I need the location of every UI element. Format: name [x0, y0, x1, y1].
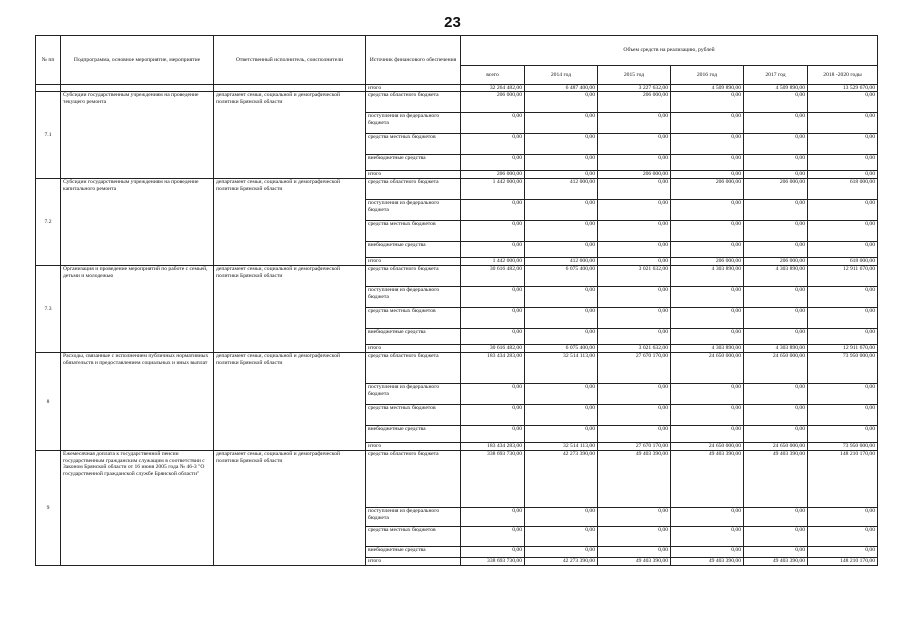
value-cell: 73 950 000,00	[808, 443, 878, 451]
header-volume: Объем средств на реализацию, рублей	[461, 36, 878, 66]
value-cell: 0,00	[808, 329, 878, 345]
value-cell: 0,00	[808, 221, 878, 242]
value-cell: 0,00	[598, 426, 671, 443]
value-cell: 0,00	[808, 134, 878, 155]
value-cell: 0,00	[461, 508, 525, 527]
value-cell: 183 434 283,00	[461, 443, 525, 451]
value-cell: 0,00	[808, 508, 878, 527]
value-cell: 0,00	[598, 384, 671, 405]
value-cell: 0,00	[598, 134, 671, 155]
value-cell: 4 303 890,00	[744, 345, 808, 353]
value-cell: 0,00	[525, 221, 598, 242]
value-cell: 24 650 000,00	[671, 443, 744, 451]
value-cell: 0,00	[744, 329, 808, 345]
executor: департамент семьи, социальной и демографической политики Брянской области	[214, 179, 366, 266]
row-number: 8	[36, 353, 61, 451]
executor: департамент семьи, социальной и демографической политики Брянской области	[214, 451, 366, 566]
value-cell: 0,00	[525, 329, 598, 345]
value-cell: 0,00	[808, 426, 878, 443]
value-cell: 0,00	[671, 171, 744, 179]
value-cell: 618 000,00	[808, 258, 878, 266]
value-cell: 0,00	[598, 508, 671, 527]
value-cell: 0,00	[744, 308, 808, 329]
value-cell: 24 650 000,00	[671, 353, 744, 384]
value-cell: 0,00	[598, 547, 671, 558]
value-cell: 338 693 730,00	[461, 558, 525, 566]
executor: департамент семьи, социальной и демографической политики Брянской области	[214, 353, 366, 451]
value-cell: 0,00	[461, 287, 525, 308]
table-row	[36, 92, 878, 113]
header-year: всего	[461, 66, 525, 85]
value-cell: 49 403 390,00	[744, 558, 808, 566]
program-title: Субсидии государственным учреждениям на проведение капитального ремонта	[61, 179, 214, 266]
value-cell: 0,00	[461, 242, 525, 258]
value-cell: 24 650 000,00	[744, 443, 808, 451]
header-year: 2017 год	[744, 66, 808, 85]
value-cell: 27 670 170,00	[598, 353, 671, 384]
source-cell: средства местных бюджетов	[366, 405, 461, 426]
value-cell: 0,00	[671, 329, 744, 345]
value-cell: 13 529 670,00	[808, 85, 878, 92]
value-cell: 0,00	[671, 308, 744, 329]
executor: департамент семьи, социальной и демографической политики Брянской области	[214, 92, 366, 179]
value-cell: 3 021 632,00	[598, 266, 671, 287]
value-cell: 0,00	[598, 221, 671, 242]
value-cell: 0,00	[525, 113, 598, 134]
value-cell: 0,00	[525, 384, 598, 405]
program-title: Субсидии государственным учреждениям на проведение текущего ремонта	[61, 92, 214, 179]
source-cell: средства местных бюджетов	[366, 308, 461, 329]
source-cell: средства областного бюджета	[366, 179, 461, 200]
value-cell: 0,00	[525, 92, 598, 113]
source-cell: поступления из федерального бюджета	[366, 113, 461, 134]
value-cell: 0,00	[461, 113, 525, 134]
value-cell: 27 670 170,00	[598, 443, 671, 451]
value-cell: 0,00	[808, 287, 878, 308]
value-cell: 183 434 283,00	[461, 353, 525, 384]
row-number: 7.1	[36, 92, 61, 179]
value-cell: 0,00	[744, 547, 808, 558]
value-cell: 3 021 632,00	[598, 345, 671, 353]
source-cell: внебюджетные средства	[366, 155, 461, 171]
value-cell: 0,00	[671, 547, 744, 558]
value-cell: 0,00	[671, 200, 744, 221]
value-cell: 4 303 890,00	[671, 345, 744, 353]
value-cell: 206 000,00	[461, 92, 525, 113]
value-cell: 6 075 400,00	[525, 266, 598, 287]
value-cell: 0,00	[598, 527, 671, 547]
value-cell: 49 403 390,00	[744, 451, 808, 508]
value-cell: 12 911 670,00	[808, 266, 878, 287]
value-cell: 0,00	[525, 242, 598, 258]
value-cell: 0,00	[525, 155, 598, 171]
value-cell: 0,00	[744, 134, 808, 155]
value-cell: 49 403 390,00	[598, 558, 671, 566]
value-cell: 0,00	[461, 426, 525, 443]
value-cell: 30 616 482,00	[461, 266, 525, 287]
header-program: Подпрограмма, основное мероприятие, мероприятие	[61, 36, 214, 85]
value-cell: 4 303 890,00	[671, 266, 744, 287]
value-cell: 0,00	[598, 329, 671, 345]
value-cell: 0,00	[461, 221, 525, 242]
source-cell: внебюджетные средства	[366, 242, 461, 258]
value-cell: 0,00	[461, 527, 525, 547]
value-cell: 0,00	[671, 113, 744, 134]
source-cell: внебюджетные средства	[366, 426, 461, 443]
value-cell: 0,00	[525, 508, 598, 527]
value-cell: 49 403 390,00	[671, 558, 744, 566]
value-cell: 0,00	[525, 405, 598, 426]
value-cell: 0,00	[744, 155, 808, 171]
value-cell: 0,00	[525, 527, 598, 547]
value-cell: 0,00	[525, 200, 598, 221]
source-cell: итого	[366, 85, 461, 92]
value-cell: 0,00	[744, 171, 808, 179]
source-cell: средства местных бюджетов	[366, 527, 461, 547]
value-cell: 1 442 000,00	[461, 179, 525, 200]
source-cell: итого	[366, 558, 461, 566]
source-cell: поступления из федерального бюджета	[366, 384, 461, 405]
source-cell: поступления из федерального бюджета	[366, 200, 461, 221]
value-cell: 0,00	[525, 547, 598, 558]
value-cell: 0,00	[808, 527, 878, 547]
value-cell: 0,00	[744, 242, 808, 258]
value-cell: 0,00	[598, 155, 671, 171]
program-title: Расходы, связанные с исполнением публичных нормативных обязательств и предоставлением социальных и иных выплат	[61, 353, 214, 451]
value-cell: 1 442 000,00	[461, 258, 525, 266]
value-cell: 0,00	[808, 113, 878, 134]
value-cell: 206 000,00	[671, 179, 744, 200]
value-cell: 0,00	[808, 405, 878, 426]
program-title: Ежемесячная доплата к государственной пенсии государственным гражданским служащим в соответствии с Законом Брянской области от 16 июня 2005 года № 46-З "О государственной гражданской службе Брянской области"	[61, 451, 214, 566]
value-cell: 206 000,00	[598, 171, 671, 179]
row-number: 7.2	[36, 179, 61, 266]
page-number: 23	[444, 14, 461, 31]
table-row	[36, 451, 878, 508]
value-cell: 0,00	[671, 134, 744, 155]
value-cell: 0,00	[598, 405, 671, 426]
value-cell: 49 403 390,00	[598, 451, 671, 508]
value-cell: 0,00	[461, 384, 525, 405]
value-cell: 0,00	[461, 547, 525, 558]
value-cell: 206 000,00	[461, 171, 525, 179]
value-cell: 0,00	[808, 92, 878, 113]
value-cell: 32 514 113,00	[525, 443, 598, 451]
header-num: № пп	[36, 36, 61, 85]
value-cell: 0,00	[598, 258, 671, 266]
value-cell: 24 650 000,00	[744, 353, 808, 384]
value-cell: 3 227 632,00	[598, 85, 671, 92]
top-total-row	[36, 85, 878, 92]
value-cell: 4 509 890,00	[744, 85, 808, 92]
source-cell: внебюджетные средства	[366, 329, 461, 345]
value-cell: 0,00	[671, 384, 744, 405]
value-cell: 0,00	[671, 405, 744, 426]
value-cell: 0,00	[461, 405, 525, 426]
source-cell: средства местных бюджетов	[366, 221, 461, 242]
executor: департамент семьи, социальной и демографической политики Брянской области	[214, 266, 366, 353]
value-cell: 0,00	[598, 200, 671, 221]
value-cell: 206 000,00	[744, 258, 808, 266]
value-cell: 0,00	[808, 171, 878, 179]
source-cell: поступления из федерального бюджета	[366, 508, 461, 527]
value-cell: 206 000,00	[598, 92, 671, 113]
source-cell: средства областного бюджета	[366, 451, 461, 508]
row-number: 9	[36, 451, 61, 566]
value-cell: 148 210 170,00	[808, 451, 878, 508]
value-cell: 0,00	[671, 426, 744, 443]
value-cell: 73 950 000,00	[808, 353, 878, 384]
row-number: 7.3	[36, 266, 61, 353]
value-cell: 0,00	[598, 308, 671, 329]
value-cell: 0,00	[808, 384, 878, 405]
header-year: 2015 год	[598, 66, 671, 85]
value-cell: 412 000,00	[525, 179, 598, 200]
value-cell: 49 403 390,00	[671, 451, 744, 508]
value-cell: 0,00	[808, 242, 878, 258]
value-cell: 0,00	[744, 221, 808, 242]
value-cell: 32 514 113,00	[525, 353, 598, 384]
value-cell: 4 509 890,00	[671, 85, 744, 92]
value-cell: 0,00	[671, 287, 744, 308]
value-cell: 12 911 670,00	[808, 345, 878, 353]
source-cell: средства областного бюджета	[366, 92, 461, 113]
source-cell: итого	[366, 171, 461, 179]
value-cell: 0,00	[461, 329, 525, 345]
header-year: 2016 год	[671, 66, 744, 85]
value-cell: 0,00	[671, 527, 744, 547]
value-cell: 0,00	[461, 134, 525, 155]
value-cell: 0,00	[525, 426, 598, 443]
header-source: Источник финансового обеспечения	[366, 36, 461, 85]
value-cell: 0,00	[671, 221, 744, 242]
value-cell: 0,00	[744, 405, 808, 426]
table-row	[36, 353, 878, 384]
value-cell: 0,00	[744, 508, 808, 527]
value-cell: 0,00	[598, 287, 671, 308]
source-cell: внебюджетные средства	[366, 547, 461, 558]
source-cell: поступления из федерального бюджета	[366, 287, 461, 308]
value-cell: 0,00	[671, 155, 744, 171]
value-cell: 0,00	[744, 113, 808, 134]
value-cell: 0,00	[808, 547, 878, 558]
source-cell: средства местных бюджетов	[366, 134, 461, 155]
value-cell: 0,00	[808, 155, 878, 171]
value-cell: 206 000,00	[671, 258, 744, 266]
value-cell: 6 487 400,00	[525, 85, 598, 92]
value-cell: 148 210 170,00	[808, 558, 878, 566]
source-cell: итого	[366, 443, 461, 451]
value-cell: 0,00	[744, 92, 808, 113]
value-cell: 42 273 390,00	[525, 451, 598, 508]
value-cell: 0,00	[598, 113, 671, 134]
value-cell: 206 000,00	[744, 179, 808, 200]
value-cell: 0,00	[808, 308, 878, 329]
value-cell: 0,00	[671, 92, 744, 113]
value-cell: 338 693 730,00	[461, 451, 525, 508]
value-cell: 0,00	[525, 308, 598, 329]
source-cell: итого	[366, 345, 461, 353]
value-cell: 42 273 390,00	[525, 558, 598, 566]
value-cell: 412 000,00	[525, 258, 598, 266]
source-cell: средства областного бюджета	[366, 266, 461, 287]
value-cell: 0,00	[744, 426, 808, 443]
value-cell: 0,00	[744, 200, 808, 221]
value-cell: 0,00	[598, 179, 671, 200]
value-cell: 0,00	[744, 384, 808, 405]
program-title: Организация и проведение мероприятий по работе с семьей, детьми и молодежью	[61, 266, 214, 353]
header-executor: Ответственный исполнитель, соисполнители	[214, 36, 366, 85]
value-cell: 0,00	[744, 287, 808, 308]
value-cell: 0,00	[808, 200, 878, 221]
value-cell: 0,00	[525, 171, 598, 179]
value-cell: 0,00	[744, 527, 808, 547]
budget-table	[35, 35, 878, 566]
value-cell: 0,00	[525, 134, 598, 155]
value-cell: 4 303 890,00	[744, 266, 808, 287]
value-cell: 0,00	[461, 155, 525, 171]
table-row	[36, 266, 878, 287]
table-row	[36, 179, 878, 200]
source-cell: итого	[366, 258, 461, 266]
source-cell: средства областного бюджета	[366, 353, 461, 384]
value-cell: 0,00	[461, 200, 525, 221]
value-cell: 618 000,00	[808, 179, 878, 200]
value-cell: 0,00	[525, 287, 598, 308]
header-year: 2018 -2020 годы	[808, 66, 878, 85]
value-cell: 0,00	[461, 308, 525, 329]
value-cell: 0,00	[671, 508, 744, 527]
value-cell: 0,00	[671, 242, 744, 258]
value-cell: 32 264 482,00	[461, 85, 525, 92]
value-cell: 30 616 482,00	[461, 345, 525, 353]
value-cell: 0,00	[598, 242, 671, 258]
header-year: 2014 год	[525, 66, 598, 85]
value-cell: 6 075 400,00	[525, 345, 598, 353]
